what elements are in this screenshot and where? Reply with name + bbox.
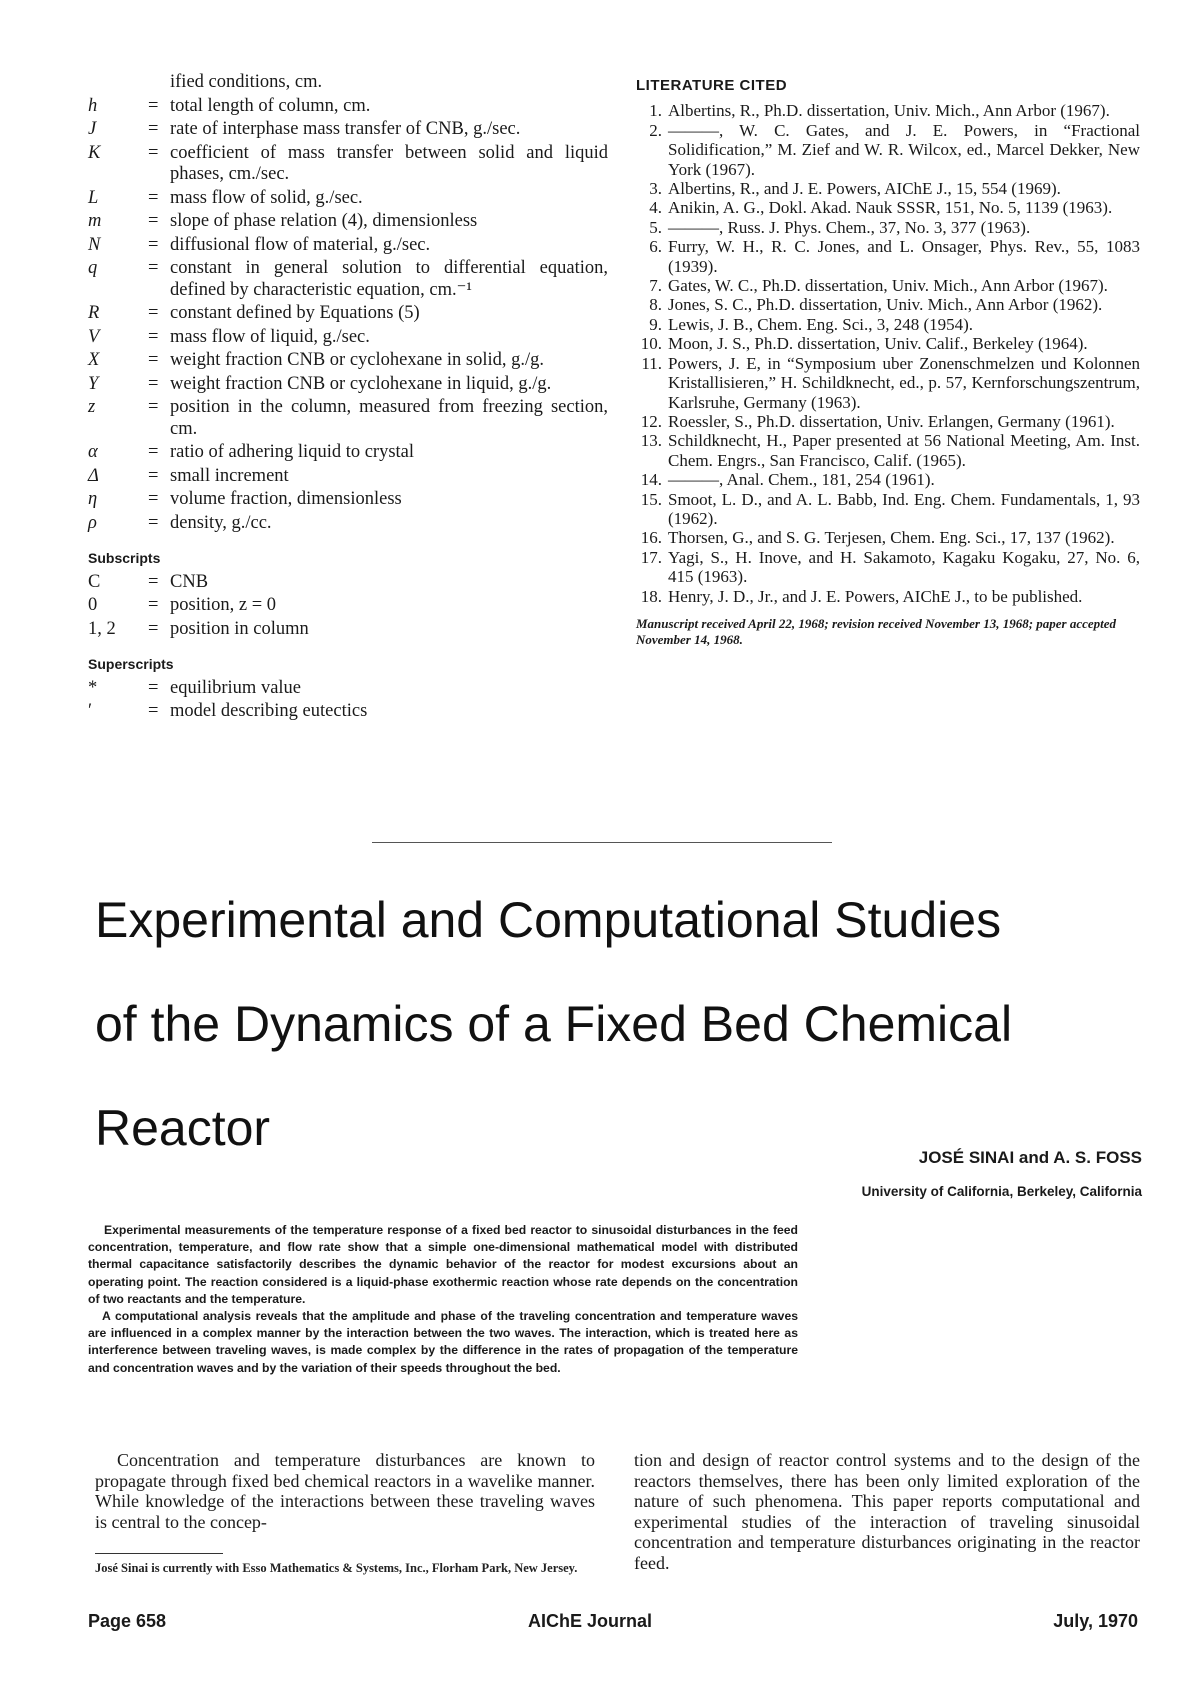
definition: weight fraction CNB or cyclohexane in liquid, g./g. [170, 373, 552, 394]
article-title [95, 868, 1155, 1180]
symbol: L [88, 187, 99, 208]
reference-text: Yagi, S., H. Inove, and H. Sakamoto, Kagaku Kogaku, 27, No. 6, 415 (1963). [668, 547, 1140, 587]
journal-name: AIChE Journal [528, 1611, 653, 1631]
subscripts-rows [88, 572, 608, 641]
title-line: of the Dynamics of a Fixed Bed Chemical [95, 996, 1013, 1052]
body-text-right: tion and design of reactor control systems and to the design of the reactors themselves, there has been only limited exploration of the nature of such phenomena. This paper reports computational and experimental studies of the interaction of traveling sinusoidal concentration and temperature disturbances originating in the reactor feed. [634, 1450, 1140, 1573]
reference-item [636, 198, 1140, 217]
literature-cited [636, 76, 1140, 648]
reference-text: Powers, J. E, in “Symposium uber Zonenschmelzen und Kolonnen Kristallisieren,” H. Schildknecht, ed., p. 57, Kernforschungszentrum, Karlsruhe, Germany (1963). [668, 353, 1140, 412]
footnote-rule [95, 1553, 223, 1554]
reference-text: Thorsen, G., and S. G. Terjesen, Chem. Eng. Sci., 17, 137 (1962). [668, 528, 1115, 548]
author-footnote: José Sinai is currently with Esso Mathematics & Systems, Inc., Florham Park, New Jersey. [95, 1561, 578, 1575]
nomenclature-entry [88, 258, 608, 301]
symbol: Δ [88, 465, 99, 486]
nomenclature-entry [88, 303, 608, 325]
reference-item [636, 470, 1140, 489]
reference-item [636, 431, 1140, 470]
nomenclature-entry [88, 619, 608, 641]
symbol: V [88, 326, 100, 347]
equals-sign: = [148, 303, 159, 323]
reference-list [636, 101, 1140, 606]
reference-text: Lewis, J. B., Chem. Eng. Sci., 3, 248 (1954). [668, 314, 974, 334]
reference-text: Albertins, R., Ph.D. dissertation, Univ. Mich., Ann Arbor (1967). [668, 101, 1110, 121]
reference-item [636, 354, 1140, 412]
title-line: Reactor [95, 1100, 271, 1156]
abstract-paragraph: A computational analysis reveals that the amplitude and phase of the traveling concentration and temperature waves are influenced in a complex manner by the interaction between the two waves. The interaction, which is treated here as interference between traveling waves, is made complex by the difference in the rates of propagation of the temperature and concentration waves and by the variation of their speeds throughout the bed. [88, 1309, 798, 1375]
equals-sign: = [148, 442, 159, 462]
reference-text: Smoot, L. D., and A. L. Babb, Ind. Eng. Chem. Fundamentals, 1, 93 (1962). [668, 489, 1140, 528]
nomenclature-list [88, 72, 608, 725]
reference-text: Schildknecht, H., Paper presented at 56 National Meeting, Am. Inst. Chem. Engrs., San Francisco, Calif. (1965). [668, 431, 1140, 470]
reference-number: 17. [640, 547, 662, 567]
symbol: q [88, 258, 98, 278]
reference-number: 16. [640, 528, 662, 548]
equals-sign: = [148, 618, 159, 639]
nomenclature-entry [88, 466, 608, 488]
equals-sign: = [148, 465, 159, 486]
equals-sign: = [148, 119, 159, 139]
reference-number: 8. [649, 295, 662, 315]
nomenclature-entry [88, 397, 608, 440]
reference-text: Jones, S. C., Ph.D. dissertation, Univ. Mich., Ann Arbor (1962). [668, 295, 1103, 315]
literature-heading: LITERATURE CITED [636, 77, 788, 94]
definition: rate of interphase mass transfer of CNB, g./sec. [170, 119, 521, 139]
definition: ratio of adhering liquid to crystal [170, 442, 415, 462]
symbol: J [88, 119, 97, 139]
issue-date: July, 1970 [1053, 1611, 1138, 1631]
subscripts-heading: Subscripts [88, 550, 161, 566]
symbol: R [88, 303, 100, 323]
symbol: 1, 2 [88, 618, 116, 639]
nomenclature-entry [88, 143, 608, 186]
reference-item [636, 295, 1140, 314]
symbol: X [88, 350, 100, 370]
equals-sign: = [148, 397, 159, 417]
reference-text: Furry, W. H., R. C. Jones, and L. Onsager, Phys. Rev., 55, 1083 (1939). [668, 237, 1140, 276]
equals-sign: = [148, 187, 159, 208]
equals-sign: = [148, 326, 159, 347]
definition: position, z = 0 [170, 595, 277, 615]
equals-sign: = [148, 512, 159, 533]
affiliation: University of California, Berkeley, California [861, 1184, 1142, 1199]
reference-number: 9. [649, 314, 662, 334]
reference-number: 3. [649, 179, 662, 199]
reference-number: 2. [649, 120, 662, 140]
definition: CNB [170, 571, 209, 592]
definition: coefficient of mass transfer between solid and liquid phases, cm./sec. [170, 142, 608, 184]
symbol: η [88, 489, 98, 509]
symbol: 0 [88, 595, 98, 615]
nomenclature-rows [88, 96, 608, 535]
definition: model describing eutectics [170, 701, 368, 721]
reference-number: 13. [640, 431, 662, 451]
equals-sign: = [148, 489, 159, 509]
nomenclature-entry [88, 572, 608, 594]
authors: JOSÉ SINAI and A. S. FOSS [918, 1148, 1142, 1167]
reference-text: Roessler, S., Ph.D. dissertation, Univ. Erlangen, Germany (1961). [668, 411, 1115, 431]
reference-number: 6. [649, 237, 662, 257]
reference-text: Gates, W. C., Ph.D. dissertation, Univ. Mich., Ann Arbor (1967). [668, 276, 1108, 296]
reference-text: Henry, J. D., Jr., and J. E. Powers, AIChE J., to be published. [668, 586, 1083, 606]
nomenclature-entry [88, 513, 608, 535]
reference-number: 12. [640, 411, 662, 431]
reference-number: 5. [649, 217, 662, 237]
definition: mass flow of liquid, g./sec. [170, 326, 370, 347]
equals-sign: = [148, 701, 159, 721]
section-divider [372, 842, 832, 843]
nomenclature-entry [88, 211, 608, 233]
nomenclature-entry [88, 188, 608, 210]
reference-item [636, 276, 1140, 295]
nomenclature-entry [88, 327, 608, 349]
nomenclature-entry [88, 235, 608, 257]
nomenclature-entry [88, 678, 608, 700]
superscripts-heading: Superscripts [88, 656, 174, 672]
symbol: * [88, 677, 98, 698]
reference-item [636, 218, 1140, 237]
reference-item [636, 528, 1140, 547]
nomenclature-entry [88, 374, 608, 396]
nomenclature-entry [88, 489, 608, 511]
abstract [88, 1222, 798, 1377]
definition: mass flow of solid, g./sec. [170, 187, 363, 208]
nomenclature-continuation: ified conditions, cm. [170, 72, 323, 92]
body-text-left: Concentration and temperature disturbances are known to propagate through fixed bed chemical reactors in a wavelike manner. While knowledge of the interactions between these traveling waves is central to the concep- [95, 1450, 595, 1532]
equals-sign: = [148, 350, 159, 370]
equals-sign: = [148, 142, 159, 163]
definition: density, g./cc. [170, 512, 272, 533]
symbol: Y [88, 373, 99, 394]
title-line: Experimental and Computational Studies [95, 892, 1002, 948]
superscripts-rows [88, 678, 608, 723]
reference-number: 10. [640, 334, 662, 354]
reference-text: Albertins, R., and J. E. Powers, AIChE J., 15, 554 (1969). [668, 179, 1061, 199]
reference-number: 18. [640, 586, 662, 606]
nomenclature-entry [88, 442, 608, 464]
equals-sign: = [148, 95, 159, 116]
definition: equilibrium value [170, 677, 302, 698]
symbol: N [88, 234, 101, 255]
definition: volume fraction, dimensionless [170, 489, 402, 509]
definition: position in column [170, 618, 309, 639]
definition: constant defined by Equations (5) [170, 303, 420, 323]
nomenclature-entry [88, 595, 608, 617]
reference-item [636, 548, 1140, 587]
symbol: ′ [88, 701, 93, 721]
equals-sign: = [148, 258, 159, 278]
manuscript-note: Manuscript received April 22, 1968; revision received November 13, 1968; paper accepted November 14, 1968. [636, 615, 1117, 647]
equals-sign: = [148, 571, 159, 592]
reference-text: ———, Russ. J. Phys. Chem., 37, No. 3, 377 (1963). [668, 217, 1031, 237]
definition: small increment [170, 465, 289, 486]
nomenclature-entry [88, 119, 608, 141]
equals-sign: = [148, 234, 159, 255]
reference-item [636, 490, 1140, 529]
nomenclature-entry [88, 701, 608, 723]
reference-text: Anikin, A. G., Dokl. Akad. Nauk SSSR, 151, No. 5, 1139 (1963). [668, 198, 1113, 218]
symbol: m [88, 211, 102, 231]
reference-item [636, 412, 1140, 431]
reference-text: ———, W. C. Gates, and J. E. Powers, in “Fractional Solidification,” M. Zief and W. R. Wilcox, ed., Marcel Dekker, New York (1967). [668, 120, 1140, 179]
definition: slope of phase relation (4), dimensionless [170, 211, 478, 231]
reference-number: 11. [641, 353, 662, 373]
nomenclature-entry [88, 350, 608, 372]
reference-text: Moon, J. S., Ph.D. dissertation, Univ. Calif., Berkeley (1964). [668, 334, 1088, 354]
symbol: h [88, 95, 98, 116]
equals-sign: = [148, 595, 159, 615]
definition: total length of column, cm. [170, 95, 371, 116]
reference-item [636, 179, 1140, 198]
nomenclature-entry [88, 96, 608, 118]
equals-sign: = [148, 677, 159, 698]
definition: weight fraction CNB or cyclohexane in solid, g./g. [170, 350, 545, 370]
reference-item [636, 315, 1140, 334]
reference-item [636, 334, 1140, 353]
reference-number: 7. [649, 276, 662, 296]
page-number: Page 658 [88, 1611, 167, 1631]
equals-sign: = [148, 211, 159, 231]
reference-number: 15. [640, 489, 662, 509]
reference-item [636, 121, 1140, 179]
symbol: α [88, 442, 98, 462]
reference-item [636, 237, 1140, 276]
symbol: z [88, 397, 96, 417]
equals-sign: = [148, 373, 159, 394]
symbol: ρ [88, 512, 97, 533]
reference-text: ———, Anal. Chem., 181, 254 (1961). [668, 470, 935, 490]
definition: constant in general solution to differential equation, defined by characteristic equation, cm.⁻¹ [170, 258, 608, 300]
symbol: C [88, 571, 101, 592]
definition: diffusional flow of material, g./sec. [170, 234, 431, 255]
reference-item [636, 101, 1140, 120]
reference-number: 1. [649, 101, 662, 121]
symbol: K [88, 142, 101, 163]
reference-number: 4. [649, 198, 662, 218]
abstract-paragraph: Experimental measurements of the temperature response of a fixed bed reactor to sinusoidal disturbances in the feed concentration, temperature, and flow rate show that a simple one-dimensional mathematical model with distributed thermal capacitance satisfactorily describes the dynamic behavior of the reactor for modest excursions about an operating point. The reaction considered is a liquid-phase exothermic reaction whose rate depends on the concentration of two reactants and the temperature. [88, 1223, 798, 1306]
definition: position in the column, measured from freezing section, cm. [170, 397, 608, 439]
reference-number: 14. [640, 470, 662, 490]
reference-item [636, 587, 1140, 606]
